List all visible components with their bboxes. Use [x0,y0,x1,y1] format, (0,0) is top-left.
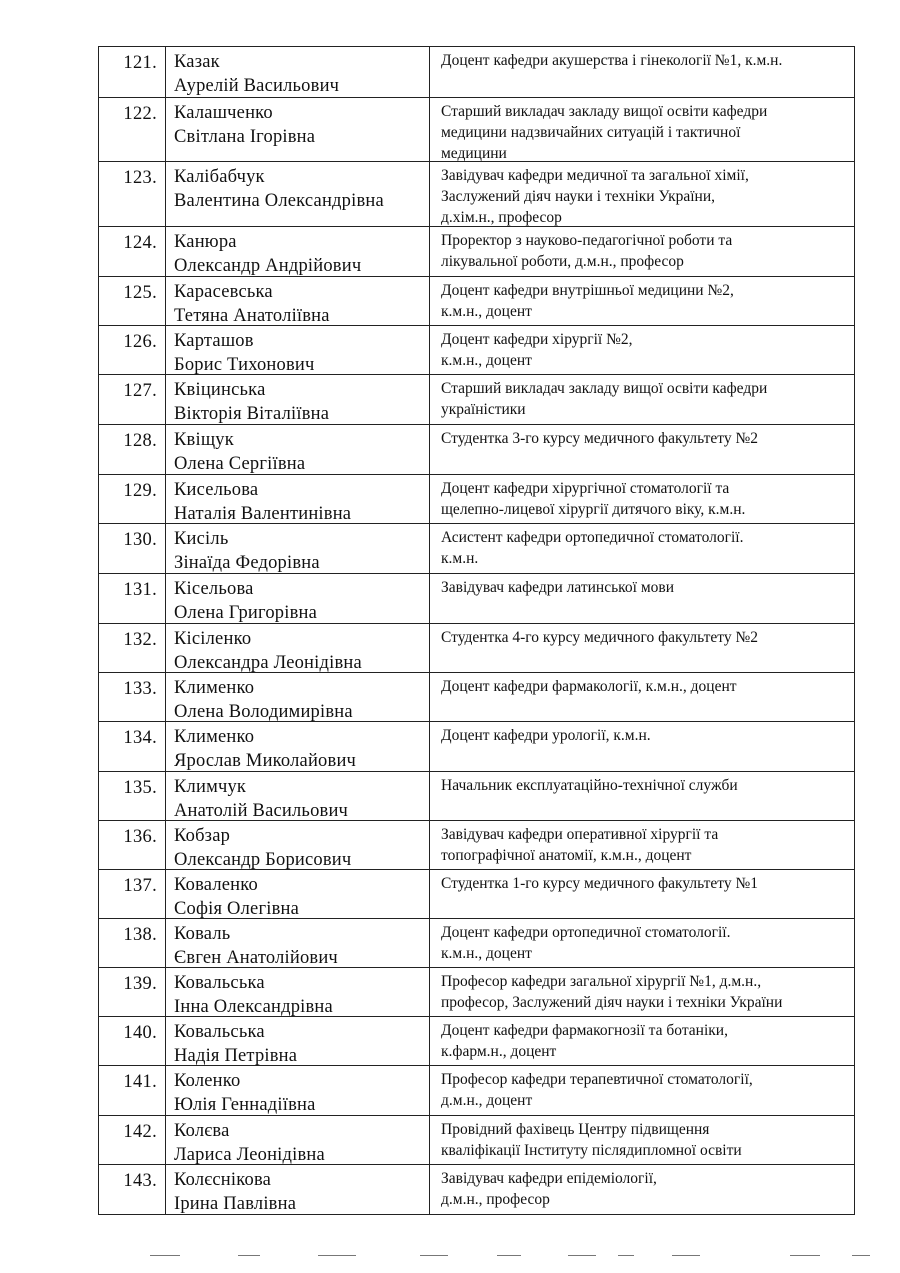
table-row [99,524,855,574]
given-names: Олександр Борисович [174,850,352,869]
table-row [99,870,855,919]
position-line: Професор кафедри терапевтичної стоматології, [441,1071,753,1088]
position-description [430,1165,855,1214]
row-number: 135. [99,772,166,820]
surname: Кисельова [174,480,259,500]
surname: Карасевська [174,282,273,302]
row-number: 121. [99,47,166,97]
position-line: українiстики [441,401,526,418]
given-names: Софія Олегівна [174,899,300,918]
position-line: Студентка 4-го курсу медичного факультету №2 [441,629,758,646]
position-line: Професор кафедри загальної хірургії №1, д.м.н., [441,973,762,990]
position-line: Старший викладач закладу вищої освіти кафедри [441,103,768,120]
surname: Канюра [174,232,237,252]
row-number: 130. [99,524,166,573]
person-name [166,1116,430,1164]
table-row [99,1066,855,1116]
row-number: 125. [99,277,166,325]
person-name [166,1017,430,1065]
surname: Клименко [174,678,255,698]
table-row [99,227,855,277]
table-row [99,673,855,722]
person-name [166,227,430,276]
scan-edge-marks [0,1252,900,1260]
row-number: 122. [99,98,166,161]
position-line: Старший викладач закладу вищої освіти кафедри [441,380,768,397]
position-line: Доцент кафедри урології, к.м.н. [441,727,651,744]
position-description [430,47,855,97]
person-name [166,326,430,374]
position-line: к.м.н., доцент [441,352,532,369]
position-description [430,574,855,623]
given-names: Світлана Ігорівна [174,127,316,147]
surname: Колєснікова [174,1170,272,1190]
table-row [99,968,855,1017]
position-description [430,821,855,869]
surname: Квіщук [174,430,234,450]
table-row [99,772,855,821]
position-description [430,624,855,672]
position-description [430,326,855,374]
position-description [430,772,855,820]
row-number: 137. [99,870,166,918]
surname: Ковальська [174,1022,265,1042]
table-row [99,1017,855,1066]
position-description [430,98,855,161]
person-name [166,772,430,820]
position-description [430,227,855,276]
position-description [430,162,855,226]
row-number: 133. [99,673,166,721]
surname: Кобзар [174,826,231,846]
table-row [99,47,855,98]
surname: Ковальська [174,973,265,993]
person-name [166,870,430,918]
surname: Коваленко [174,875,258,895]
row-number: 131. [99,574,166,623]
row-number: 124. [99,227,166,276]
table-row [99,98,855,162]
given-names: Валентина Олександрівна [174,191,384,211]
position-line: д.хім.н., професор [441,209,562,226]
table-row [99,624,855,673]
given-names: Юлія Геннадіївна [174,1095,316,1115]
given-names: Зінаїда Федорівна [174,553,320,573]
row-number: 128. [99,425,166,474]
person-name [166,624,430,672]
given-names: Ярослав Миколайович [174,751,357,771]
person-name [166,574,430,623]
position-line: топографічної анатомії, к.м.н., доцент [441,847,692,864]
staff-table [98,46,855,1215]
given-names: Олександр Андрійович [174,256,362,276]
table-row [99,821,855,870]
row-number: 139. [99,968,166,1016]
position-line: Доцент кафедри фармакології, к.м.н., доцент [441,678,737,695]
position-line: лікувальної роботи, д.м.н., професор [441,253,684,270]
person-name [166,919,430,967]
surname: Климчук [174,777,247,797]
surname: Калашченко [174,103,273,123]
position-description [430,375,855,424]
table-row [99,722,855,772]
row-number: 129. [99,475,166,523]
position-line: Завідувач кафедри латинської мови [441,579,675,596]
position-line: Доцент кафедри внутрішньої медицини №2, [441,282,734,299]
row-number: 138. [99,919,166,967]
table-row [99,162,855,227]
row-number: 142. [99,1116,166,1164]
given-names: Олена Григорівна [174,603,318,623]
position-line: к.фарм.н., доцент [441,1043,557,1060]
position-description [430,524,855,573]
position-line: Начальник експлуатаційно-технічної служби [441,777,738,794]
position-description [430,1017,855,1065]
person-name [166,475,430,523]
person-name [166,425,430,474]
given-names: Тетяна Анатоліївна [174,306,330,325]
row-number: 136. [99,821,166,869]
position-description [430,919,855,967]
person-name [166,524,430,573]
position-line: Завідувач кафедри оперативної хірургії та [441,826,719,843]
surname: Кисіль [174,529,229,549]
given-names: Євген Анатолійович [174,948,338,967]
given-names: Борис Тихонович [174,355,315,374]
position-line: к.м.н., доцент [441,945,532,962]
position-description [430,277,855,325]
position-line: к.м.н., доцент [441,303,532,320]
position-line: Доцент кафедри фармакогнозії та ботаніки, [441,1022,728,1039]
person-name [166,277,430,325]
row-number: 123. [99,162,166,226]
position-line: Доцент кафедри хірургічної стоматології та [441,480,730,497]
given-names: Олександра Леонідівна [174,653,362,672]
row-number: 134. [99,722,166,771]
given-names: Ірина Павлівна [174,1194,297,1214]
position-line: д.м.н., доцент [441,1092,533,1109]
position-line: Доцент кафедри ортопедичної стоматології. [441,924,731,941]
person-name [166,1066,430,1115]
person-name [166,47,430,97]
position-line: медицини надзвичайних ситуацій і тактичної [441,124,741,141]
position-description [430,870,855,918]
position-description [430,968,855,1016]
person-name [166,1165,430,1214]
person-name [166,162,430,226]
given-names: Олена Сергіївна [174,454,306,474]
given-names: Лариса Леонідівна [174,1145,325,1164]
position-description [430,425,855,474]
surname: Кісіленко [174,629,252,649]
given-names: Аурелій Васильович [174,76,340,96]
surname: Карташов [174,331,254,351]
row-number: 141. [99,1066,166,1115]
row-number: 127. [99,375,166,424]
given-names: Наталія Валентинівна [174,504,352,523]
person-name [166,722,430,771]
position-line: Проректор з науково-педагогічної роботи та [441,232,733,249]
table-row [99,574,855,624]
given-names: Олена Володимирівна [174,702,353,721]
row-number: 126. [99,326,166,374]
position-line: Завідувач кафедри епідеміології, [441,1170,657,1187]
position-description [430,722,855,771]
table-row [99,919,855,968]
table-row [99,277,855,326]
position-line: Завідувач кафедри медичної та загальної хімії, [441,167,749,184]
row-number: 143. [99,1165,166,1214]
table-row [99,375,855,425]
position-description [430,1066,855,1115]
table-row [99,1165,855,1215]
position-line: Доцент кафедри хірургії №2, [441,331,633,348]
row-number: 132. [99,624,166,672]
row-number: 140. [99,1017,166,1065]
position-description [430,1116,855,1164]
surname: Клименко [174,727,255,747]
position-line: Провідний фахівець Центру підвищення [441,1121,710,1138]
surname: Коленко [174,1071,241,1091]
given-names: Надія Петрівна [174,1046,298,1065]
position-line: Доцент кафедри акушерства і гінекології №1, к.м.н. [441,52,783,69]
surname: Колєва [174,1121,230,1141]
position-line: Асистент кафедри ортопедичної стоматології. [441,529,744,546]
person-name [166,673,430,721]
surname: Квіцинська [174,380,266,400]
given-names: Інна Олександрівна [174,997,333,1016]
position-description [430,673,855,721]
given-names: Вікторія Віталіївна [174,404,330,424]
person-name [166,821,430,869]
surname: Казак [174,52,220,72]
position-line: Студентка 1-го курсу медичного факультету №1 [441,875,758,892]
position-line: Студентка 3-го курсу медичного факультету №2 [441,430,758,447]
position-line: професор, Заслужений діяч науки і техніки України [441,994,783,1011]
table-row [99,475,855,524]
surname: Коваль [174,924,231,944]
position-line: кваліфікації Інституту післядипломної освіти [441,1142,742,1159]
person-name [166,968,430,1016]
position-line: щелепно-лицевої хірургії дитячого віку, к.м.н. [441,501,746,518]
table-row [99,326,855,375]
position-description [430,475,855,523]
surname: Кісельова [174,579,254,599]
position-line: д.м.н., професор [441,1191,550,1208]
table-row [99,1116,855,1165]
given-names: Анатолій Васильович [174,801,349,820]
position-line: к.м.н. [441,550,479,567]
table-row [99,425,855,475]
person-name [166,98,430,161]
surname: Калібабчук [174,167,265,187]
position-line: медицини [441,145,507,161]
person-name [166,375,430,424]
position-line: Заслужений діяч науки і техніки України, [441,188,716,205]
